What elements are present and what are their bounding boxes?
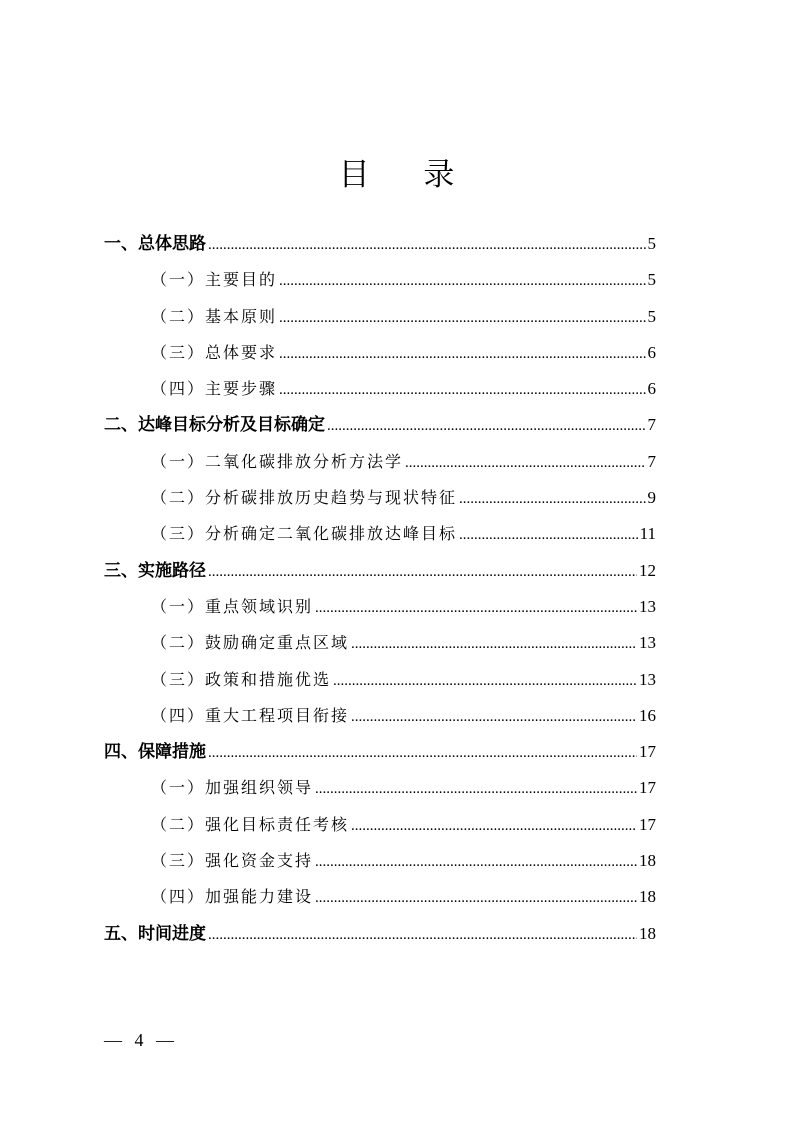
toc-entry-label: 五、时间进度	[104, 923, 206, 944]
toc-entry-label: （二）分析碳排放历史趋势与现状特征	[151, 488, 458, 508]
toc-entry-page-number: 13	[639, 596, 656, 616]
toc-section-entry[interactable]	[104, 916, 656, 952]
toc-entry-page-number: 13	[639, 669, 656, 689]
toc-entry-label: 二、达峰目标分析及目标确定	[104, 415, 325, 436]
toc-dot-leader	[351, 626, 637, 662]
toc-subsection-entry[interactable]	[104, 589, 656, 625]
toc-entry-label: （四）重大工程项目衔接	[151, 705, 350, 725]
toc-subsection-entry[interactable]	[104, 335, 656, 371]
toc-entry-page-number: 18	[639, 923, 656, 943]
toc-dot-leader	[279, 300, 645, 336]
toc-entry-label: （三）强化资金支持	[151, 851, 314, 871]
toc-entry-page-number: 9	[647, 488, 656, 508]
page-title: 目 录	[338, 157, 477, 193]
toc-entry-label: （二）鼓励确定重点区域	[151, 633, 350, 653]
toc-entry-label: （四）加强能力建设	[151, 887, 314, 907]
toc-entry-page-number: 7	[647, 415, 656, 435]
toc-entry-page-number: 6	[647, 379, 656, 399]
toc-dot-leader	[459, 517, 638, 553]
toc-section-entry[interactable]	[104, 553, 656, 589]
toc-entry-label: 一、总体思路	[104, 234, 206, 254]
toc-subsection-entry[interactable]	[104, 879, 656, 915]
toc-entry-label: （三）分析确定二氧化碳排放达峰目标	[151, 524, 458, 544]
toc-dot-leader	[459, 481, 645, 517]
toc-dot-leader	[351, 699, 637, 735]
toc-dot-leader	[315, 880, 637, 916]
toc-entry-label: 四、保障措施	[104, 742, 206, 763]
toc-entry-page-number: 5	[647, 306, 656, 326]
toc-dot-leader	[208, 917, 637, 953]
toc-subsection-entry[interactable]	[104, 698, 656, 734]
toc-entry-page-number: 11	[639, 524, 656, 544]
toc-dot-leader	[208, 735, 637, 771]
toc-entry-page-number: 7	[647, 451, 656, 471]
toc-subsection-entry[interactable]	[104, 299, 656, 335]
toc-dot-leader	[333, 663, 637, 699]
toc-entry-label: （二）基本原则	[151, 306, 278, 326]
toc-dot-leader	[327, 408, 646, 444]
toc-entry-page-number: 16	[639, 705, 656, 725]
toc-dot-leader	[279, 263, 645, 299]
toc-subsection-entry[interactable]	[104, 262, 656, 298]
toc-subsection-entry[interactable]	[104, 444, 656, 480]
toc-subsection-entry[interactable]	[104, 807, 656, 843]
toc-entry-label: （四）主要步骤	[151, 379, 278, 399]
toc-section-entry[interactable]	[104, 734, 656, 770]
toc-dot-leader	[315, 844, 637, 880]
toc-entry-label: （一）二氧化碳排放分析方法学	[151, 451, 404, 471]
toc-entry-label: （三）总体要求	[151, 342, 278, 362]
toc-subsection-entry[interactable]	[104, 843, 656, 879]
toc-subsection-entry[interactable]	[104, 662, 656, 698]
toc-entry-page-number: 12	[639, 560, 656, 580]
toc-entry-page-number: 13	[639, 633, 656, 653]
toc-entry-page-number: 5	[647, 234, 656, 253]
toc-entry-page-number: 17	[639, 814, 656, 834]
toc-subsection-entry[interactable]	[104, 480, 656, 516]
toc-entry-page-number: 18	[639, 887, 656, 907]
toc-subsection-entry[interactable]	[104, 625, 656, 661]
toc-entry-page-number: 17	[639, 778, 656, 798]
toc-subsection-entry[interactable]	[104, 770, 656, 806]
toc-subsection-entry[interactable]	[104, 516, 656, 552]
toc-dot-leader	[351, 808, 637, 844]
toc-entry-label: （三）政策和措施优选	[151, 669, 332, 689]
toc-dot-leader	[279, 372, 645, 408]
toc-dot-leader	[208, 227, 646, 263]
toc-entry-label: （一）重点领域识别	[151, 596, 314, 616]
toc-entry-page-number: 17	[639, 742, 656, 762]
toc-entry-label: （二）强化目标责任考核	[151, 814, 350, 834]
toc-entry-page-number: 5	[647, 270, 656, 290]
toc-dot-leader	[405, 445, 645, 481]
toc-subsection-entry[interactable]	[104, 371, 656, 407]
toc-entry-page-number: 6	[647, 342, 656, 362]
toc-dot-leader	[315, 771, 637, 807]
toc-dot-leader	[315, 590, 637, 626]
toc-entry-page-number: 18	[639, 851, 656, 871]
toc-dot-leader	[208, 554, 637, 590]
toc-entry-label: （一）主要目的	[151, 270, 278, 290]
toc-section-entry[interactable]	[104, 226, 656, 262]
toc-section-entry[interactable]	[104, 407, 656, 443]
toc-entry-label: （一）加强组织领导	[151, 778, 314, 798]
table-of-contents	[104, 226, 656, 952]
toc-dot-leader	[279, 336, 645, 372]
toc-entry-label: 三、实施路径	[104, 560, 206, 581]
page-number: — 4 —	[104, 1030, 178, 1050]
